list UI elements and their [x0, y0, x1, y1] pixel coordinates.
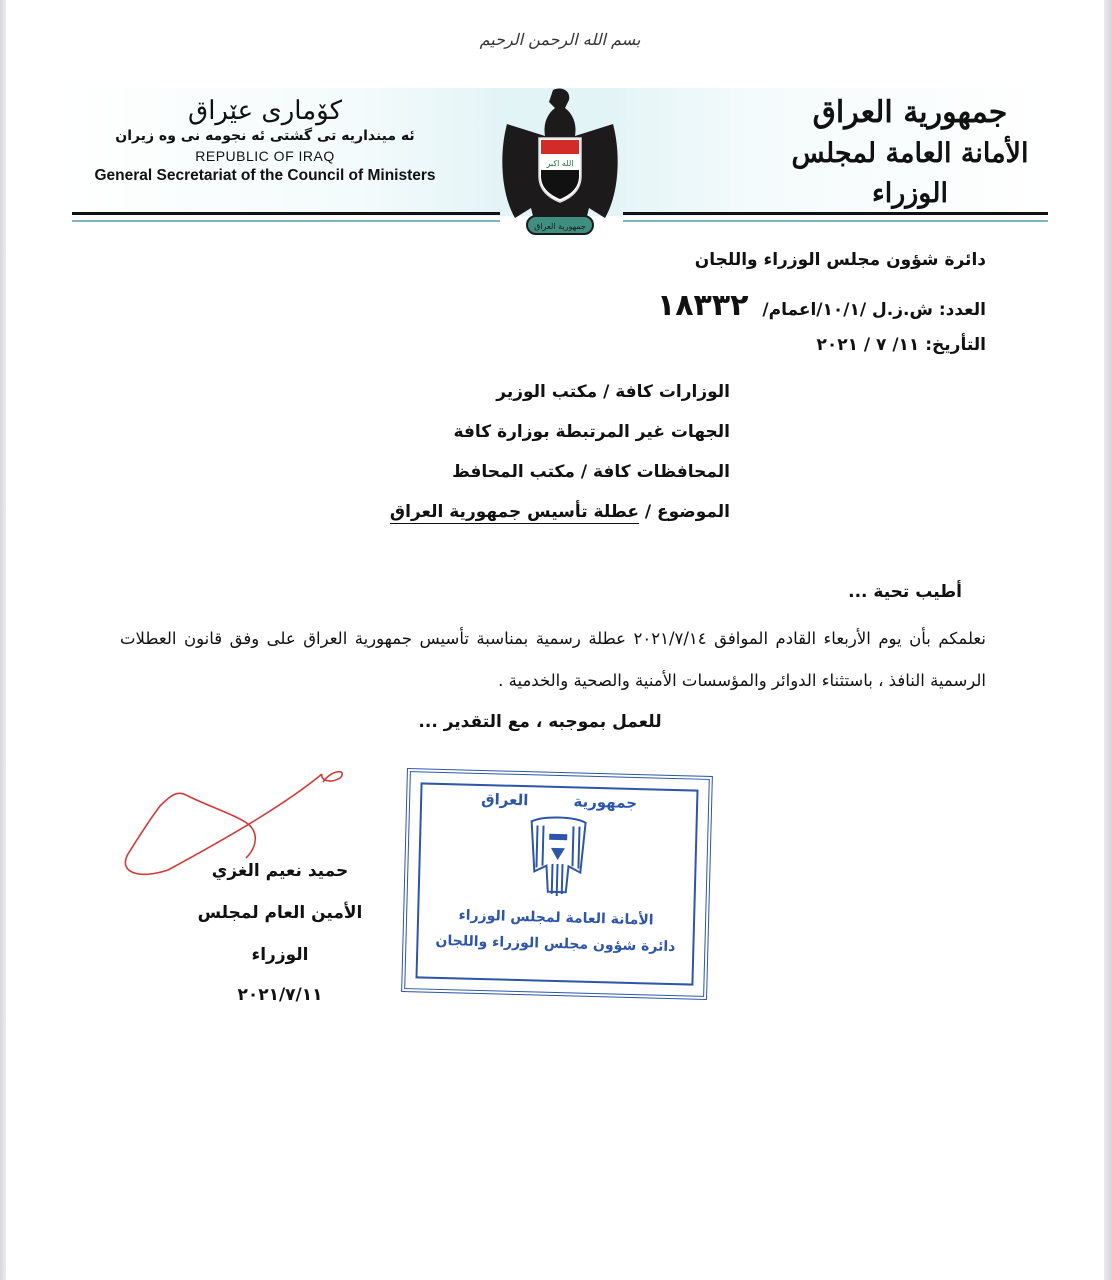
stamp-line-2: دائرة شؤون مجلس الوزراء واللجان [435, 932, 676, 956]
date-value: ١١/ ٧ / ٢٠٢١ [816, 335, 920, 355]
kurdish-title: كۆماری عێراق [188, 96, 342, 126]
recipient-line: المحافظات كافة / مكتب المحافظ [452, 462, 730, 482]
english-secretariat: General Secretariat of the Council of Ministers [94, 167, 436, 184]
closing-line: للعمل بموجبه ، مع التقدير ... [418, 712, 662, 732]
subject-label: الموضوع / [644, 502, 730, 522]
header-rule-right [623, 212, 1048, 215]
signatory-date: ٢٠٢١/٧/١١ [237, 985, 323, 1005]
arabic-republic-title: جمهورية العراق [812, 95, 1008, 130]
official-stamp [401, 768, 713, 1000]
letterhead-left [90, 96, 440, 186]
page-edge-right [1104, 0, 1112, 1280]
recipient-line: الوزارات كافة / مكتب الوزير [496, 382, 730, 402]
english-republic: REPUBLIC OF IRAQ [195, 148, 335, 164]
svg-text:الله اكبر: الله اكبر [546, 159, 574, 168]
reference-number-handwritten: ١٨٣٣٢ [656, 288, 749, 323]
kurdish-subtitle: ئه مینداریه تی گشتی ئه نجومه نی وه زیران [115, 128, 415, 144]
subject-line [350, 492, 730, 532]
emblem-banner-text: جمهورية العراق [534, 222, 586, 231]
reference-line [657, 288, 986, 323]
greeting: أطيب تحية ... [848, 582, 962, 602]
body-paragraph: نعلمكم بأن يوم الأربعاء القادم الموافق ٢٠٢١/٧/١٤ عطلة رسمية بمناسبة تأسيس جمهورية العراق على وفق قانون العطلات الرسمية النافذ ، باستثناء الدوائر والمؤسسات الأمنية والصحية والخدمية . [120, 629, 986, 690]
header-rule-left-accent [72, 220, 500, 222]
signatory-title: الأمين العام لمجلس الوزراء [197, 903, 363, 965]
signatory-name: حميد نعيم الغزي [211, 861, 349, 881]
recipients-block [350, 372, 730, 532]
iraq-eagle-emblem-icon [495, 84, 625, 244]
date-label: التأريخ: [925, 335, 986, 355]
page-edge-left [0, 0, 6, 1280]
date-line [816, 335, 986, 355]
reference-label: العدد: [938, 300, 986, 320]
department-name: دائرة شؤون مجلس الوزراء واللجان [694, 250, 986, 270]
stamp-eagle-icon [521, 811, 593, 905]
header-rule-left [72, 212, 500, 215]
stamp-top-text: جمهورية العراق [481, 789, 638, 813]
arabic-secretariat-title: الأمانة العامة لمجلس الوزراء [791, 138, 1029, 209]
letterhead-right [760, 92, 1060, 214]
bismillah: بسم الله الرحمن الرحيم [479, 30, 641, 49]
subject-text: عطلة تأسيس جمهورية العراق [389, 502, 639, 522]
recipient-line: الجهات غير المرتبطة بوزارة كافة [453, 422, 730, 442]
reference-value: ش.ز.ل /١٠/١/اعمام/ [762, 300, 933, 320]
signatory-block [170, 850, 390, 1014]
stamp-line-1: الأمانة العامة لمجلس الوزراء [458, 907, 654, 929]
header-rule-right-accent [623, 220, 1048, 222]
